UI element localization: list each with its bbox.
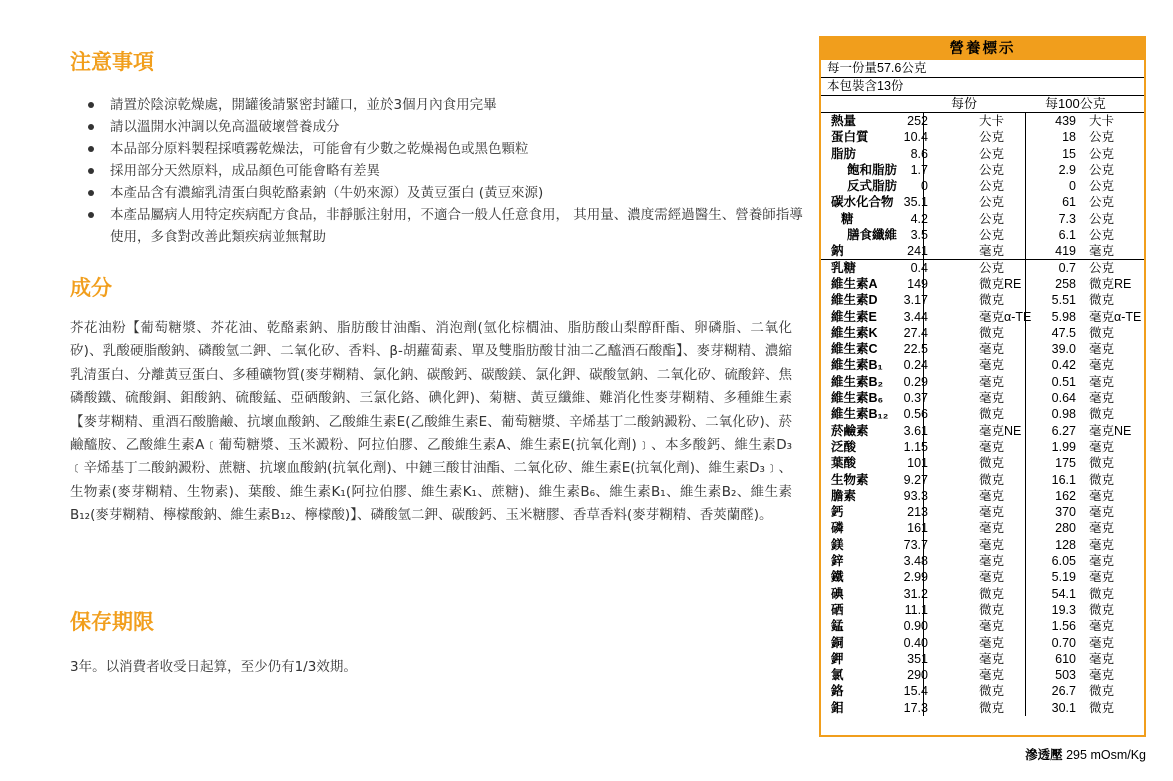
nutrient-name: 脂肪 (831, 146, 857, 161)
value-per-100g: 26.7 (1051, 684, 1076, 699)
nutrition-row (821, 146, 1144, 162)
unit-per-serving: 微克 (979, 472, 1005, 487)
unit-per-serving: 毫克 (979, 358, 1005, 373)
unit-per-100g: 毫克α-TE (1089, 309, 1142, 324)
unit-per-100g: 微克 (1089, 325, 1115, 340)
value-per-serving: 17.3 (903, 700, 928, 715)
nutrient-name: 維生素D (831, 293, 878, 308)
unit-per-100g: 毫克 (1089, 374, 1115, 389)
value-per-100g: 0.64 (1051, 391, 1076, 406)
value-per-100g: 6.1 (1058, 228, 1076, 243)
value-per-serving: 213 (907, 505, 928, 520)
value-per-serving: 161 (907, 521, 928, 536)
unit-per-serving: 微克 (979, 586, 1005, 601)
unit-per-serving: 微克 (979, 684, 1005, 699)
unit-per-100g: 公克 (1089, 211, 1115, 226)
unit-per-100g: 毫克NE (1089, 423, 1132, 438)
value-per-100g: 2.9 (1058, 162, 1076, 177)
value-per-100g: 61 (1062, 195, 1076, 210)
unit-per-serving: 毫克 (979, 391, 1005, 406)
unit-per-serving: 毫克 (979, 570, 1005, 585)
nutrient-name: 鐵 (831, 570, 844, 585)
value-per-100g: 7.3 (1058, 211, 1076, 226)
unit-per-serving: 公克 (979, 260, 1005, 275)
value-per-100g: 18 (1062, 130, 1076, 145)
value-per-100g: 19.3 (1051, 602, 1076, 617)
nutrition-row (821, 683, 1144, 699)
unit-per-serving: 微克 (979, 293, 1005, 308)
value-per-100g: 419 (1055, 244, 1076, 259)
value-per-100g: 54.1 (1051, 586, 1076, 601)
unit-per-100g: 毫克 (1089, 635, 1115, 650)
unit-per-serving: 微克RE (979, 276, 1022, 291)
unit-per-serving: 微克 (979, 602, 1005, 617)
value-per-100g: 5.98 (1051, 309, 1076, 324)
nutrient-name: 碳水化合物 (831, 195, 894, 210)
nutrition-row (821, 569, 1144, 585)
value-per-100g: 0.98 (1051, 407, 1076, 422)
value-per-100g: 162 (1055, 488, 1076, 503)
value-per-serving: 1.15 (903, 439, 928, 454)
nutrient-name: 糖 (841, 211, 854, 226)
nutrient-name: 鉻 (831, 684, 844, 699)
value-per-serving: 22.5 (903, 342, 928, 357)
value-per-serving: 0.40 (903, 635, 928, 650)
nutrition-row (821, 292, 1144, 308)
notice-list (88, 94, 808, 248)
nutrition-row (821, 520, 1144, 536)
unit-per-serving: 公克 (979, 211, 1005, 226)
nutrient-name: 磷 (831, 521, 844, 536)
nutrient-name: 鎂 (831, 537, 844, 552)
nutrition-row (821, 488, 1144, 504)
nutrition-row (821, 602, 1144, 618)
unit-per-serving: 毫克 (979, 537, 1005, 552)
unit-per-100g: 毫克 (1089, 342, 1115, 357)
value-per-100g: 503 (1055, 668, 1076, 683)
unit-per-100g: 毫克 (1089, 488, 1115, 503)
nutrition-row (821, 260, 1144, 276)
unit-per-serving: 毫克 (979, 244, 1005, 259)
value-per-serving: 3.5 (910, 228, 928, 243)
nutrient-name: 維生素B₁₂ (831, 407, 889, 422)
value-per-100g: 15 (1062, 146, 1076, 161)
nutrition-row (821, 553, 1144, 569)
value-per-serving: 0.56 (903, 407, 928, 422)
nutrition-row (821, 357, 1144, 373)
unit-per-100g: 毫克 (1089, 505, 1115, 520)
value-per-serving: 0.29 (903, 374, 928, 389)
unit-per-100g: 毫克 (1089, 554, 1115, 569)
value-per-100g: 6.27 (1051, 423, 1076, 438)
nutrition-facts-panel (819, 36, 1146, 737)
nutrition-row (821, 194, 1144, 210)
unit-per-100g: 微克 (1089, 456, 1115, 471)
unit-per-serving: 毫克 (979, 374, 1005, 389)
unit-per-serving: 毫克α-TE (979, 309, 1032, 324)
nutrition-row (821, 129, 1144, 145)
value-per-serving: 0.4 (910, 260, 928, 275)
unit-per-serving: 毫克NE (979, 423, 1022, 438)
nutrient-name: 硒 (831, 602, 844, 617)
unit-per-serving: 公克 (979, 179, 1005, 194)
value-per-100g: 128 (1055, 537, 1076, 552)
nutrient-name: 鈉 (831, 244, 844, 259)
column-per-100g: 每100公克 (1045, 96, 1106, 111)
value-per-serving: 241 (907, 244, 928, 259)
unit-per-serving: 微克 (979, 456, 1005, 471)
nutrient-name: 氯 (831, 668, 844, 683)
unit-per-serving: 大卡 (979, 114, 1005, 128)
osmolality-label: 滲透壓 (1025, 748, 1063, 762)
unit-per-serving: 公克 (979, 130, 1005, 145)
value-per-100g: 0.70 (1051, 635, 1076, 650)
nutrition-row (821, 178, 1144, 194)
nutrition-row (821, 211, 1144, 227)
unit-per-serving: 微克 (979, 407, 1005, 422)
unit-per-serving: 毫克 (979, 521, 1005, 536)
unit-per-100g: 公克 (1089, 195, 1115, 210)
unit-per-100g: 微克 (1089, 700, 1115, 715)
value-per-serving: 252 (907, 114, 928, 128)
value-per-serving: 9.27 (903, 472, 928, 487)
value-per-serving: 1.7 (910, 162, 928, 177)
nutrition-row (821, 341, 1144, 357)
unit-per-100g: 毫克 (1089, 358, 1115, 373)
nutrient-name: 鈣 (831, 505, 844, 520)
nutrient-name: 維生素C (831, 342, 878, 357)
unit-per-100g: 公克 (1089, 228, 1115, 243)
value-per-serving: 0.37 (903, 391, 928, 406)
nutrition-row (821, 227, 1144, 243)
value-per-serving: 101 (907, 456, 928, 471)
notice-item: 本產品屬病人用特定疾病配方食品，非靜脈注射用，不適合一般人任意食用， 其用量、濃度需經過醫生、營養師指導使用，多食對改善此類疾病並無幫助 (88, 204, 808, 248)
value-per-100g: 280 (1055, 521, 1076, 536)
nutrition-row (821, 423, 1144, 439)
unit-per-serving: 毫克 (979, 635, 1005, 650)
unit-per-serving: 微克 (979, 325, 1005, 340)
nutrient-name: 維生素A (831, 276, 878, 291)
nutrition-title: 營養標示 (821, 38, 1144, 60)
value-per-100g: 175 (1055, 456, 1076, 471)
nutrition-row (821, 618, 1144, 634)
unit-per-serving: 公克 (979, 195, 1005, 210)
unit-per-serving: 毫克 (979, 488, 1005, 503)
value-per-100g: 30.1 (1051, 700, 1076, 715)
section-rule (821, 259, 1144, 260)
value-per-serving: 73.7 (903, 537, 928, 552)
value-per-serving: 27.4 (903, 325, 928, 340)
value-per-serving: 2.99 (903, 570, 928, 585)
unit-per-100g: 毫克 (1089, 619, 1115, 634)
osmolality (1025, 745, 1146, 763)
value-per-100g: 5.19 (1051, 570, 1076, 585)
nutrient-name: 蛋白質 (831, 130, 869, 145)
shelf-life-text: 3年。以消費者收受日起算，至少仍有1/3效期。 (70, 659, 357, 675)
unit-per-serving: 公克 (979, 146, 1005, 161)
nutrition-row (821, 406, 1144, 422)
notice-item: 請以溫開水沖調以免高溫破壞營養成分 (88, 116, 808, 138)
unit-per-serving: 毫克 (979, 651, 1005, 666)
value-per-100g: 370 (1055, 505, 1076, 520)
value-per-serving: 10.4 (903, 130, 928, 145)
unit-per-serving: 毫克 (979, 505, 1005, 520)
column-per-serving: 每份 (951, 96, 978, 111)
nutrition-row (821, 439, 1144, 455)
unit-per-serving: 毫克 (979, 554, 1005, 569)
value-per-serving: 4.2 (910, 211, 928, 226)
unit-per-serving: 公克 (979, 228, 1005, 243)
unit-per-serving: 毫克 (979, 668, 1005, 683)
nutrient-name: 碘 (831, 586, 844, 601)
notice-item: 請置於陰涼乾燥處，開罐後請緊密封罐口，並於3個月內食用完畢 (88, 94, 808, 116)
shelf-life-heading: 保存期限 (70, 610, 154, 634)
nutrient-name: 膽素 (831, 488, 857, 503)
value-per-serving: 15.4 (903, 684, 928, 699)
value-per-serving: 351 (907, 651, 928, 666)
value-per-100g: 0 (1069, 179, 1076, 194)
nutrition-row (821, 700, 1144, 716)
nutrient-name: 熱量 (831, 114, 857, 128)
nutrient-name: 錳 (831, 619, 844, 634)
nutrition-row (821, 504, 1144, 520)
value-per-100g: 439 (1055, 114, 1076, 128)
nutrition-row (821, 472, 1144, 488)
nutrient-name: 飽和脂肪 (847, 162, 898, 177)
value-per-serving: 11.1 (904, 602, 928, 617)
nutrition-row (821, 651, 1144, 667)
nutrition-row (821, 667, 1144, 683)
notice-item: 採用部分天然原料，成品顏色可能會略有差異 (88, 160, 808, 182)
unit-per-100g: 毫克 (1089, 439, 1115, 454)
value-per-100g: 39.0 (1051, 342, 1076, 357)
nutrition-row (821, 325, 1144, 341)
nutrition-row (821, 243, 1144, 259)
nutrient-name: 鉬 (831, 700, 844, 715)
nutrient-name: 鉀 (831, 651, 844, 666)
nutrient-name: 葉酸 (831, 456, 857, 471)
nutrient-name: 銅 (831, 635, 844, 650)
unit-per-100g: 毫克 (1089, 651, 1115, 666)
osmolality-value: 295 mOsm/Kg (1066, 748, 1146, 762)
nutrition-row (821, 309, 1144, 325)
unit-per-100g: 公克 (1089, 260, 1115, 275)
unit-per-100g: 微克 (1089, 586, 1115, 601)
unit-per-100g: 微克 (1089, 407, 1115, 422)
value-per-serving: 93.3 (903, 488, 928, 503)
nutrition-row (821, 162, 1144, 178)
nutrition-row (821, 276, 1144, 292)
notice-item: 本品部分原料製程採噴霧乾燥法，可能會有少數之乾燥褐色或黑色顆粒 (88, 138, 808, 160)
value-per-serving: 8.6 (910, 146, 928, 161)
notice-item: 本產品含有濃縮乳清蛋白與乾酪素鈉（牛奶來源）及黃豆蛋白 (黃豆來源) (88, 182, 808, 204)
nutrition-row (821, 455, 1144, 471)
nutrient-name: 反式脂肪 (847, 179, 898, 194)
value-per-serving: 35.1 (903, 195, 928, 210)
nutrition-row (821, 374, 1144, 390)
value-per-serving: 0.90 (903, 619, 928, 634)
nutrient-name: 泛酸 (831, 439, 857, 454)
nutrient-name: 生物素 (831, 472, 869, 487)
value-per-100g: 1.99 (1051, 439, 1076, 454)
nutrition-row (821, 635, 1144, 651)
unit-per-100g: 公克 (1089, 179, 1115, 194)
nutrition-row (821, 537, 1144, 553)
nutrient-name: 維生素K (831, 325, 878, 340)
ingredients-text: 芥花油粉【葡萄糖漿、芥花油、乾酪素鈉、脂肪酸甘油酯、消泡劑(氫化棕櫚油、脂肪酸山梨醇酐酯、卵磷脂、二氧化矽)、乳酸硬脂酸鈉、磷酸氫二鉀、二氧化矽、香料、β-胡蘿蔔素、單及雙脂肪酸甘油二乙醯酒石酸酯】、麥芽糊精、濃縮乳清蛋白、分離黃豆蛋白、多種礦物質(麥芽糊精、氯化鈉、碳酸鈣、碳酸鎂、氯化鉀、碳酸氫鈉、二氧化矽、硫酸鋅、焦磷酸鐵、硫酸銅、鉬酸鈉、硫酸錳、亞硒酸鈉、三氯化鉻、碘化鉀)、菊糖、黃豆纖維、難消化性麥芽糊精、多種維生素【麥芽糊精、重酒石酸膽鹼、抗壞血酸鈉、乙酸維生素E(乙酸維生素E、葡萄糖漿、辛烯基丁二酸鈉澱粉、二氧化矽)、菸鹼醯胺、乙酸維生素A﹝葡萄糖漿、玉米澱粉、阿拉伯膠、乙酸維生素A、維生素E(抗氧化劑)﹞、本多酸鈣、維生素D₃﹝辛烯基丁二酸鈉澱粉、蔗糖、抗壞血酸鈉(抗氧化劑)、中鏈三酸甘油酯、二氧化矽、維生素E(抗氧化劑)、維生素D₃﹞、生物素(麥芽糊精、生物素)、葉酸、維生素K₁(阿拉伯膠、維生素K₁、蔗糖)、維生素B₆、維生素B₁、維生素B₂、維生素B₁₂(麥芽糊精、檸檬酸鈉、維生素B₁₂、檸檬酸)】、磷酸氫二鉀、碳酸鈣、玉米糖膠、香草香料(麥芽糊精、香莢蘭醛)。 (70, 320, 792, 524)
unit-per-100g: 毫克 (1089, 391, 1115, 406)
nutrient-name: 維生素E (831, 309, 877, 324)
value-per-serving: 149 (907, 276, 928, 291)
nutrition-row (821, 586, 1144, 602)
nutrient-name: 維生素B₂ (831, 374, 884, 389)
nutrition-row (821, 113, 1144, 129)
nutrient-name: 維生素B₆ (831, 391, 884, 406)
nutrition-column-header (821, 95, 1144, 113)
unit-per-100g: 微克 (1089, 472, 1115, 487)
unit-per-serving: 毫克 (979, 342, 1005, 357)
value-per-serving: 3.48 (903, 554, 928, 569)
value-per-100g: 0.42 (1051, 358, 1076, 373)
value-per-serving: 0.24 (903, 358, 928, 373)
nutrition-rows (821, 113, 1144, 716)
unit-per-serving: 毫克 (979, 619, 1005, 634)
value-per-serving: 3.44 (903, 309, 928, 324)
unit-per-100g: 毫克 (1089, 244, 1115, 259)
unit-per-100g: 公克 (1089, 162, 1115, 177)
value-per-100g: 5.51 (1051, 293, 1076, 308)
value-per-100g: 16.1 (1051, 472, 1076, 487)
unit-per-100g: 大卡 (1089, 114, 1115, 128)
ingredients-heading: 成分 (70, 276, 112, 300)
unit-per-100g: 毫克 (1089, 668, 1115, 683)
unit-per-100g: 微克 (1089, 293, 1115, 308)
unit-per-serving: 公克 (979, 162, 1005, 177)
value-per-serving: 31.2 (903, 586, 928, 601)
value-per-100g: 47.5 (1051, 325, 1076, 340)
value-per-100g: 0.7 (1058, 260, 1076, 275)
nutrient-name: 維生素B₁ (831, 358, 883, 373)
unit-per-100g: 公克 (1089, 146, 1115, 161)
unit-per-100g: 毫克 (1089, 537, 1115, 552)
nutrient-name: 膳食纖維 (847, 228, 898, 243)
value-per-100g: 6.05 (1051, 554, 1076, 569)
value-per-serving: 3.61 (903, 423, 928, 438)
nutrient-name: 鋅 (831, 554, 844, 569)
value-per-serving: 3.17 (903, 293, 928, 308)
servings-per-package: 本包裝含13份 (827, 79, 904, 93)
serving-size: 每一份量57.6公克 (821, 60, 1144, 78)
unit-per-100g: 公克 (1089, 130, 1115, 145)
value-per-serving: 290 (907, 668, 928, 683)
value-per-100g: 1.56 (1051, 619, 1076, 634)
unit-per-serving: 微克 (979, 700, 1005, 715)
unit-per-100g: 毫克 (1089, 570, 1115, 585)
nutrient-name: 菸鹼素 (831, 423, 869, 438)
unit-per-100g: 微克 (1089, 684, 1115, 699)
value-per-serving: 0 (921, 179, 928, 194)
unit-per-100g: 微克 (1089, 602, 1115, 617)
unit-per-serving: 毫克 (979, 439, 1005, 454)
nutrition-row (821, 390, 1144, 406)
notice-heading: 注意事項 (70, 50, 154, 74)
nutrient-name: 乳糖 (831, 260, 857, 275)
unit-per-100g: 毫克 (1089, 521, 1115, 536)
unit-per-100g: 微克RE (1089, 276, 1132, 291)
value-per-100g: 258 (1055, 276, 1076, 291)
value-per-100g: 0.51 (1051, 374, 1076, 389)
value-per-100g: 610 (1055, 651, 1076, 666)
